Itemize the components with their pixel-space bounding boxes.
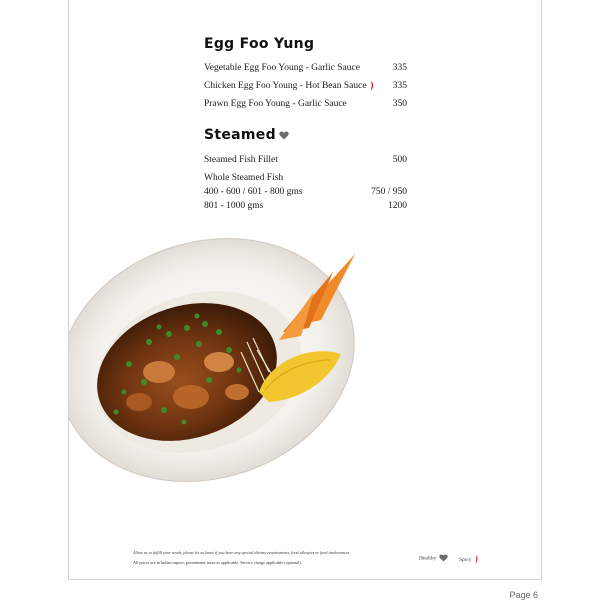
menu-item-price: 350 bbox=[392, 99, 407, 109]
footer-price-note: All prices are in Indian rupees, government taxes as applicable. Service charge applicable (optional). bbox=[133, 560, 302, 565]
menu-item-name: 801 - 1000 gms bbox=[204, 201, 264, 211]
menu-item-name: 400 - 600 / 601 - 800 gms bbox=[204, 187, 303, 197]
menu-item-name: Chicken Egg Foo Young - Hot Bean Sauce bbox=[204, 80, 375, 92]
legend-spicy: Spicy bbox=[459, 554, 479, 565]
menu-page bbox=[68, 0, 542, 580]
menu-item-name: Prawn Egg Foo Young - Garlic Sauce bbox=[204, 99, 347, 109]
footer-allergy-note: Allow us to fulfill your needs, please let us know if you have any special dietary requirements, food allergies or food intolerances. bbox=[133, 550, 351, 555]
heart-icon bbox=[439, 554, 448, 562]
menu-item-name: Vegetable Egg Foo Young - Garlic Sauce bbox=[204, 63, 360, 73]
menu-item-price: 500 bbox=[392, 155, 407, 165]
menu-item-price: 1200 bbox=[388, 201, 407, 211]
page-number: Page 6 bbox=[509, 590, 538, 600]
menu-item-name: Whole Steamed Fish bbox=[204, 173, 284, 183]
menu-item-price: 335 bbox=[392, 63, 407, 73]
section-title-egg-foo-yung: Egg Foo Yung bbox=[204, 36, 315, 52]
menu-item-price: 335 bbox=[392, 81, 407, 91]
section-title-steamed: Steamed bbox=[204, 127, 289, 143]
menu-item-price: 750 / 950 bbox=[371, 187, 407, 197]
dish-photo bbox=[69, 232, 369, 492]
chili-icon bbox=[369, 80, 375, 92]
menu-item-name: Steamed Fish Fillet bbox=[204, 155, 278, 165]
chili-icon bbox=[474, 554, 479, 565]
legend-healthy: Healthy bbox=[419, 554, 448, 562]
heart-icon bbox=[279, 131, 289, 140]
